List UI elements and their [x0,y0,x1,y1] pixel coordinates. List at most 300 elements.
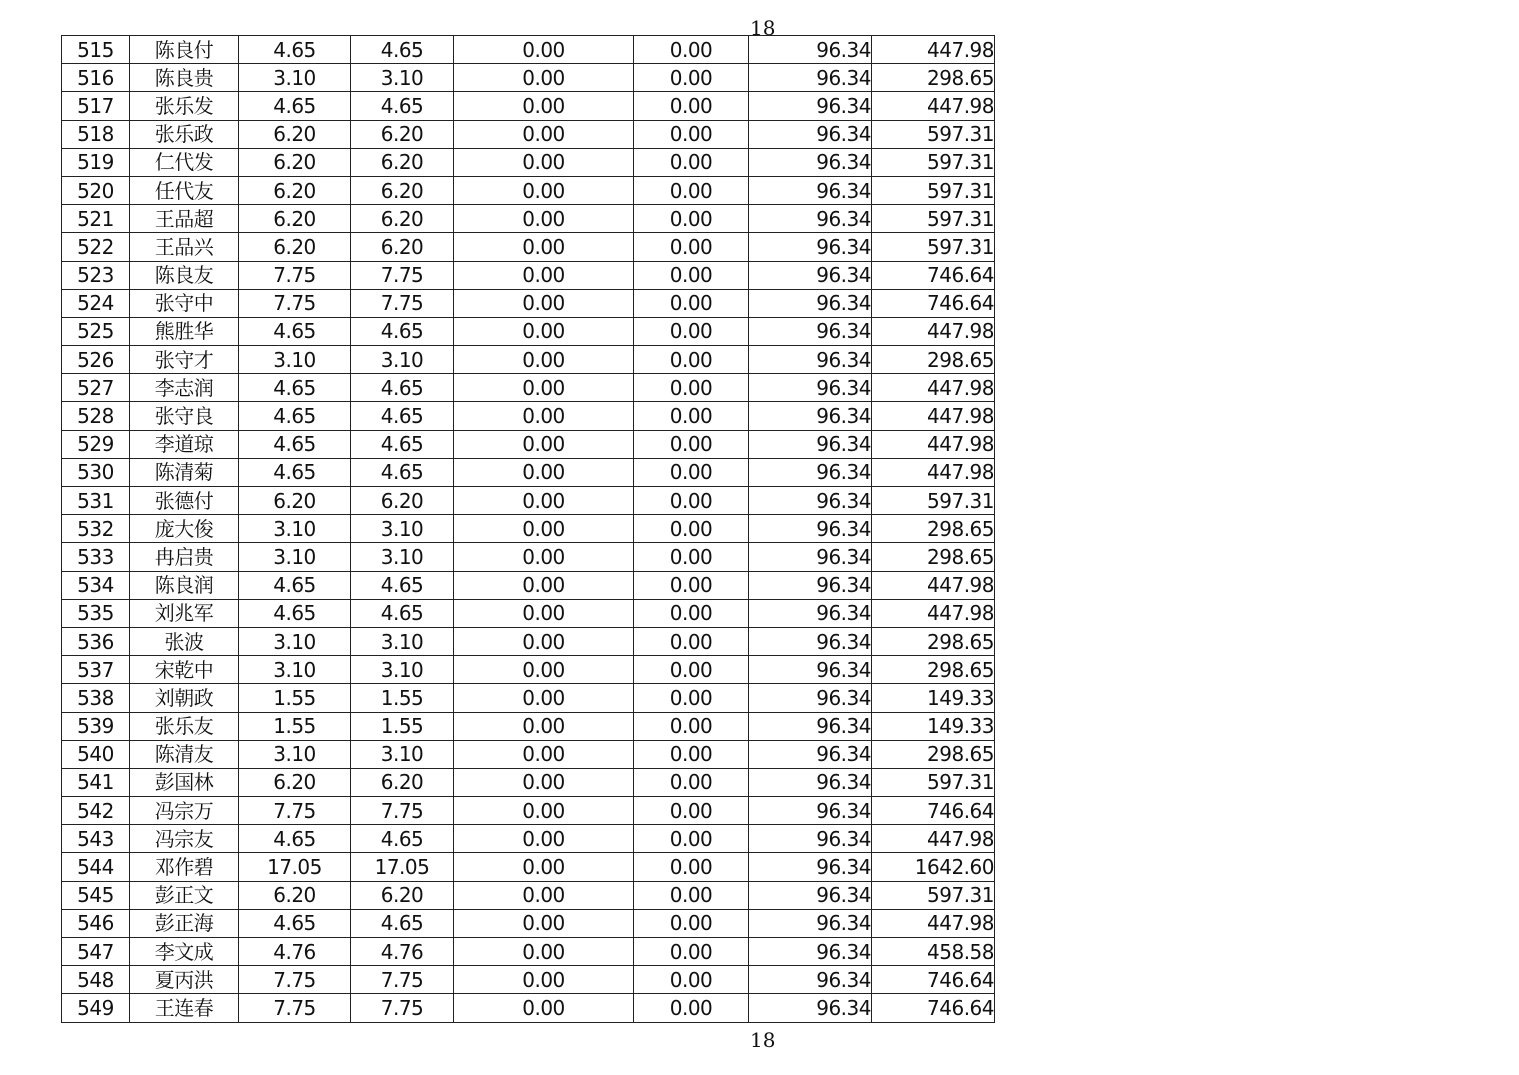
rate-cell: 96.34 [749,515,872,543]
value-cell-3: 0.00 [454,458,634,486]
value-cell-2: 1.55 [351,712,454,740]
table-row [62,853,995,881]
table-row [62,797,995,825]
row-number-cell: 524 [62,289,130,317]
amount-cell: 746.64 [872,289,995,317]
name-cell: 陈良付 [130,36,239,64]
rate-cell: 96.34 [749,374,872,402]
row-number-cell: 533 [62,543,130,571]
value-cell-1: 6.20 [239,148,351,176]
table-row [62,599,995,627]
value-cell-2: 3.10 [351,656,454,684]
value-cell-3: 0.00 [454,994,634,1022]
rate-cell: 96.34 [749,571,872,599]
value-cell-3: 0.00 [454,317,634,345]
table-row [62,740,995,768]
rate-cell: 96.34 [749,92,872,120]
row-number-cell: 515 [62,36,130,64]
value-cell-3: 0.00 [454,176,634,204]
name-cell: 刘兆军 [130,599,239,627]
row-number-cell: 547 [62,938,130,966]
amount-cell: 298.65 [872,64,995,92]
value-cell-2: 6.20 [351,233,454,261]
amount-cell: 298.65 [872,543,995,571]
value-cell-1: 4.65 [239,36,351,64]
amount-cell: 597.31 [872,120,995,148]
value-cell-1: 1.55 [239,712,351,740]
value-cell-1: 3.10 [239,740,351,768]
name-cell: 张守良 [130,402,239,430]
value-cell-4: 0.00 [634,36,749,64]
table-row [62,92,995,120]
name-cell: 熊胜华 [130,317,239,345]
rate-cell: 96.34 [749,627,872,655]
rate-cell: 96.34 [749,740,872,768]
amount-cell: 597.31 [872,176,995,204]
value-cell-4: 0.00 [634,797,749,825]
value-cell-1: 6.20 [239,205,351,233]
table-row [62,64,995,92]
rate-cell: 96.34 [749,938,872,966]
rate-cell: 96.34 [749,148,872,176]
rate-cell: 96.34 [749,176,872,204]
amount-cell: 149.33 [872,712,995,740]
value-cell-1: 3.10 [239,515,351,543]
rate-cell: 96.34 [749,64,872,92]
value-cell-3: 0.00 [454,515,634,543]
value-cell-2: 6.20 [351,176,454,204]
name-cell: 张乐发 [130,92,239,120]
value-cell-1: 4.76 [239,938,351,966]
table-row [62,712,995,740]
name-cell: 彭正海 [130,909,239,937]
value-cell-1: 4.65 [239,402,351,430]
rate-cell: 96.34 [749,205,872,233]
name-cell: 冉启贵 [130,543,239,571]
row-number-cell: 532 [62,515,130,543]
row-number-cell: 541 [62,768,130,796]
value-cell-1: 3.10 [239,656,351,684]
value-cell-4: 0.00 [634,656,749,684]
amount-cell: 447.98 [872,599,995,627]
table-row [62,346,995,374]
value-cell-2: 3.10 [351,515,454,543]
value-cell-4: 0.00 [634,515,749,543]
amount-cell: 298.65 [872,627,995,655]
name-cell: 陈清菊 [130,458,239,486]
table-row [62,289,995,317]
value-cell-2: 4.65 [351,374,454,402]
amount-cell: 597.31 [872,487,995,515]
value-cell-4: 0.00 [634,402,749,430]
name-cell: 王品超 [130,205,239,233]
page-number-top: 18 [750,16,776,40]
value-cell-4: 0.00 [634,881,749,909]
value-cell-4: 0.00 [634,571,749,599]
value-cell-2: 4.65 [351,430,454,458]
value-cell-4: 0.00 [634,430,749,458]
name-cell: 李文成 [130,938,239,966]
table-row [62,881,995,909]
value-cell-2: 6.20 [351,487,454,515]
name-cell: 夏丙洪 [130,966,239,994]
value-cell-1: 4.65 [239,317,351,345]
row-number-cell: 518 [62,120,130,148]
row-number-cell: 516 [62,64,130,92]
name-cell: 张德付 [130,487,239,515]
value-cell-2: 7.75 [351,966,454,994]
value-cell-3: 0.00 [454,402,634,430]
value-cell-2: 4.65 [351,317,454,345]
table-row [62,656,995,684]
table-row [62,825,995,853]
rate-cell: 96.34 [749,487,872,515]
table-row [62,176,995,204]
value-cell-2: 7.75 [351,797,454,825]
value-cell-1: 1.55 [239,684,351,712]
table-body [62,36,995,1023]
value-cell-3: 0.00 [454,797,634,825]
value-cell-4: 0.00 [634,853,749,881]
value-cell-4: 0.00 [634,994,749,1022]
name-cell: 张守才 [130,346,239,374]
value-cell-4: 0.00 [634,148,749,176]
row-number-cell: 529 [62,430,130,458]
rate-cell: 96.34 [749,233,872,261]
value-cell-3: 0.00 [454,881,634,909]
name-cell: 宋乾中 [130,656,239,684]
table-row [62,994,995,1022]
value-cell-3: 0.00 [454,825,634,853]
rate-cell: 96.34 [749,317,872,345]
value-cell-3: 0.00 [454,627,634,655]
amount-cell: 298.65 [872,515,995,543]
value-cell-4: 0.00 [634,684,749,712]
value-cell-2: 3.10 [351,543,454,571]
rate-cell: 96.34 [749,289,872,317]
table-row [62,205,995,233]
value-cell-3: 0.00 [454,430,634,458]
amount-cell: 447.98 [872,458,995,486]
table-row [62,966,995,994]
value-cell-1: 7.75 [239,289,351,317]
value-cell-1: 4.65 [239,599,351,627]
value-cell-1: 3.10 [239,64,351,92]
amount-cell: 447.98 [872,317,995,345]
value-cell-1: 3.10 [239,627,351,655]
value-cell-4: 0.00 [634,374,749,402]
rate-cell: 96.34 [749,656,872,684]
value-cell-1: 4.65 [239,571,351,599]
rate-cell: 96.34 [749,120,872,148]
value-cell-2: 4.65 [351,571,454,599]
name-cell: 冯宗友 [130,825,239,853]
value-cell-1: 4.65 [239,92,351,120]
value-cell-2: 4.65 [351,92,454,120]
name-cell: 陈清友 [130,740,239,768]
table-row [62,36,995,64]
row-number-cell: 528 [62,402,130,430]
value-cell-2: 6.20 [351,768,454,796]
name-cell: 王品兴 [130,233,239,261]
value-cell-4: 0.00 [634,768,749,796]
value-cell-4: 0.00 [634,966,749,994]
value-cell-1: 7.75 [239,966,351,994]
name-cell: 陈良润 [130,571,239,599]
value-cell-1: 7.75 [239,261,351,289]
value-cell-4: 0.00 [634,909,749,937]
value-cell-4: 0.00 [634,740,749,768]
rate-cell: 96.34 [749,346,872,374]
value-cell-3: 0.00 [454,233,634,261]
value-cell-1: 4.65 [239,825,351,853]
amount-cell: 447.98 [872,825,995,853]
value-cell-1: 17.05 [239,853,351,881]
name-cell: 张守中 [130,289,239,317]
rate-cell: 96.34 [749,825,872,853]
value-cell-1: 6.20 [239,120,351,148]
row-number-cell: 542 [62,797,130,825]
value-cell-3: 0.00 [454,966,634,994]
rate-cell: 96.34 [749,261,872,289]
row-number-cell: 549 [62,994,130,1022]
amount-cell: 597.31 [872,205,995,233]
value-cell-3: 0.00 [454,938,634,966]
value-cell-3: 0.00 [454,346,634,374]
row-number-cell: 545 [62,881,130,909]
amount-cell: 447.98 [872,571,995,599]
name-cell: 冯宗万 [130,797,239,825]
row-number-cell: 527 [62,374,130,402]
value-cell-1: 7.75 [239,994,351,1022]
value-cell-1: 4.65 [239,374,351,402]
value-cell-3: 0.00 [454,768,634,796]
value-cell-2: 3.10 [351,627,454,655]
value-cell-2: 7.75 [351,994,454,1022]
value-cell-2: 4.65 [351,458,454,486]
value-cell-2: 1.55 [351,684,454,712]
value-cell-4: 0.00 [634,289,749,317]
table-row [62,430,995,458]
value-cell-2: 4.65 [351,36,454,64]
value-cell-3: 0.00 [454,853,634,881]
row-number-cell: 535 [62,599,130,627]
amount-cell: 746.64 [872,994,995,1022]
value-cell-1: 3.10 [239,346,351,374]
name-cell: 李道琼 [130,430,239,458]
value-cell-4: 0.00 [634,205,749,233]
value-cell-1: 7.75 [239,797,351,825]
row-number-cell: 546 [62,909,130,937]
value-cell-4: 0.00 [634,64,749,92]
value-cell-4: 0.00 [634,712,749,740]
amount-cell: 447.98 [872,430,995,458]
value-cell-4: 0.00 [634,346,749,374]
value-cell-1: 4.65 [239,430,351,458]
rate-cell: 96.34 [749,402,872,430]
value-cell-2: 6.20 [351,881,454,909]
value-cell-4: 0.00 [634,233,749,261]
amount-cell: 447.98 [872,374,995,402]
value-cell-3: 0.00 [454,36,634,64]
amount-cell: 447.98 [872,36,995,64]
value-cell-2: 6.20 [351,148,454,176]
table-row [62,374,995,402]
value-cell-3: 0.00 [454,120,634,148]
row-number-cell: 534 [62,571,130,599]
value-cell-1: 6.20 [239,881,351,909]
row-number-cell: 548 [62,966,130,994]
name-cell: 任代友 [130,176,239,204]
table-row [62,402,995,430]
rate-cell: 96.34 [749,684,872,712]
table-row [62,515,995,543]
value-cell-3: 0.00 [454,656,634,684]
row-number-cell: 517 [62,92,130,120]
value-cell-3: 0.00 [454,684,634,712]
amount-cell: 746.64 [872,261,995,289]
row-number-cell: 538 [62,684,130,712]
value-cell-3: 0.00 [454,374,634,402]
value-cell-2: 6.20 [351,120,454,148]
rate-cell: 96.34 [749,853,872,881]
table-row [62,543,995,571]
value-cell-2: 3.10 [351,346,454,374]
table-row [62,909,995,937]
value-cell-4: 0.00 [634,599,749,627]
amount-cell: 149.33 [872,684,995,712]
value-cell-4: 0.00 [634,543,749,571]
table-row [62,233,995,261]
row-number-cell: 544 [62,853,130,881]
table-row [62,120,995,148]
value-cell-4: 0.00 [634,317,749,345]
value-cell-1: 6.20 [239,768,351,796]
amount-cell: 298.65 [872,346,995,374]
value-cell-4: 0.00 [634,176,749,204]
value-cell-4: 0.00 [634,261,749,289]
value-cell-2: 4.65 [351,825,454,853]
rate-cell: 96.34 [749,599,872,627]
name-cell: 陈良友 [130,261,239,289]
value-cell-1: 4.65 [239,458,351,486]
table-row [62,684,995,712]
rate-cell: 96.34 [749,909,872,937]
name-cell: 张乐友 [130,712,239,740]
name-cell: 邓作碧 [130,853,239,881]
amount-cell: 1642.60 [872,853,995,881]
rate-cell: 96.34 [749,36,872,64]
name-cell: 王连春 [130,994,239,1022]
name-cell: 张波 [130,627,239,655]
rate-cell: 96.34 [749,430,872,458]
row-number-cell: 543 [62,825,130,853]
value-cell-3: 0.00 [454,909,634,937]
table-row [62,148,995,176]
table-row [62,261,995,289]
name-cell: 李志润 [130,374,239,402]
rate-cell: 96.34 [749,994,872,1022]
row-number-cell: 526 [62,346,130,374]
value-cell-2: 4.65 [351,909,454,937]
value-cell-3: 0.00 [454,599,634,627]
name-cell: 仁代发 [130,148,239,176]
row-number-cell: 531 [62,487,130,515]
value-cell-3: 0.00 [454,148,634,176]
row-number-cell: 530 [62,458,130,486]
value-cell-4: 0.00 [634,92,749,120]
value-cell-4: 0.00 [634,458,749,486]
amount-cell: 597.31 [872,768,995,796]
value-cell-3: 0.00 [454,571,634,599]
value-cell-2: 6.20 [351,205,454,233]
value-cell-3: 0.00 [454,205,634,233]
table-row [62,487,995,515]
amount-cell: 447.98 [872,92,995,120]
row-number-cell: 540 [62,740,130,768]
table-row [62,938,995,966]
value-cell-2: 3.10 [351,64,454,92]
value-cell-4: 0.00 [634,627,749,655]
data-table [61,35,995,1023]
value-cell-3: 0.00 [454,712,634,740]
value-cell-4: 0.00 [634,120,749,148]
row-number-cell: 537 [62,656,130,684]
value-cell-3: 0.00 [454,64,634,92]
value-cell-1: 6.20 [239,487,351,515]
amount-cell: 746.64 [872,966,995,994]
name-cell: 刘朝政 [130,684,239,712]
row-number-cell: 521 [62,205,130,233]
row-number-cell: 520 [62,176,130,204]
rate-cell: 96.34 [749,966,872,994]
amount-cell: 746.64 [872,797,995,825]
rate-cell: 96.34 [749,712,872,740]
amount-cell: 447.98 [872,402,995,430]
name-cell: 庞大俊 [130,515,239,543]
rate-cell: 96.34 [749,881,872,909]
amount-cell: 458.58 [872,938,995,966]
value-cell-4: 0.00 [634,938,749,966]
value-cell-3: 0.00 [454,487,634,515]
table-row [62,768,995,796]
name-cell: 陈良贵 [130,64,239,92]
value-cell-2: 4.65 [351,402,454,430]
value-cell-1: 6.20 [239,176,351,204]
value-cell-2: 7.75 [351,261,454,289]
amount-cell: 298.65 [872,740,995,768]
value-cell-4: 0.00 [634,487,749,515]
value-cell-1: 6.20 [239,233,351,261]
row-number-cell: 525 [62,317,130,345]
row-number-cell: 523 [62,261,130,289]
amount-cell: 597.31 [872,881,995,909]
table-row [62,458,995,486]
row-number-cell: 536 [62,627,130,655]
value-cell-3: 0.00 [454,740,634,768]
name-cell: 张乐政 [130,120,239,148]
value-cell-3: 0.00 [454,543,634,571]
value-cell-2: 7.75 [351,289,454,317]
name-cell: 彭国林 [130,768,239,796]
amount-cell: 298.65 [872,656,995,684]
rate-cell: 96.34 [749,797,872,825]
amount-cell: 597.31 [872,148,995,176]
table-row [62,317,995,345]
value-cell-2: 4.65 [351,599,454,627]
value-cell-2: 4.76 [351,938,454,966]
value-cell-2: 3.10 [351,740,454,768]
